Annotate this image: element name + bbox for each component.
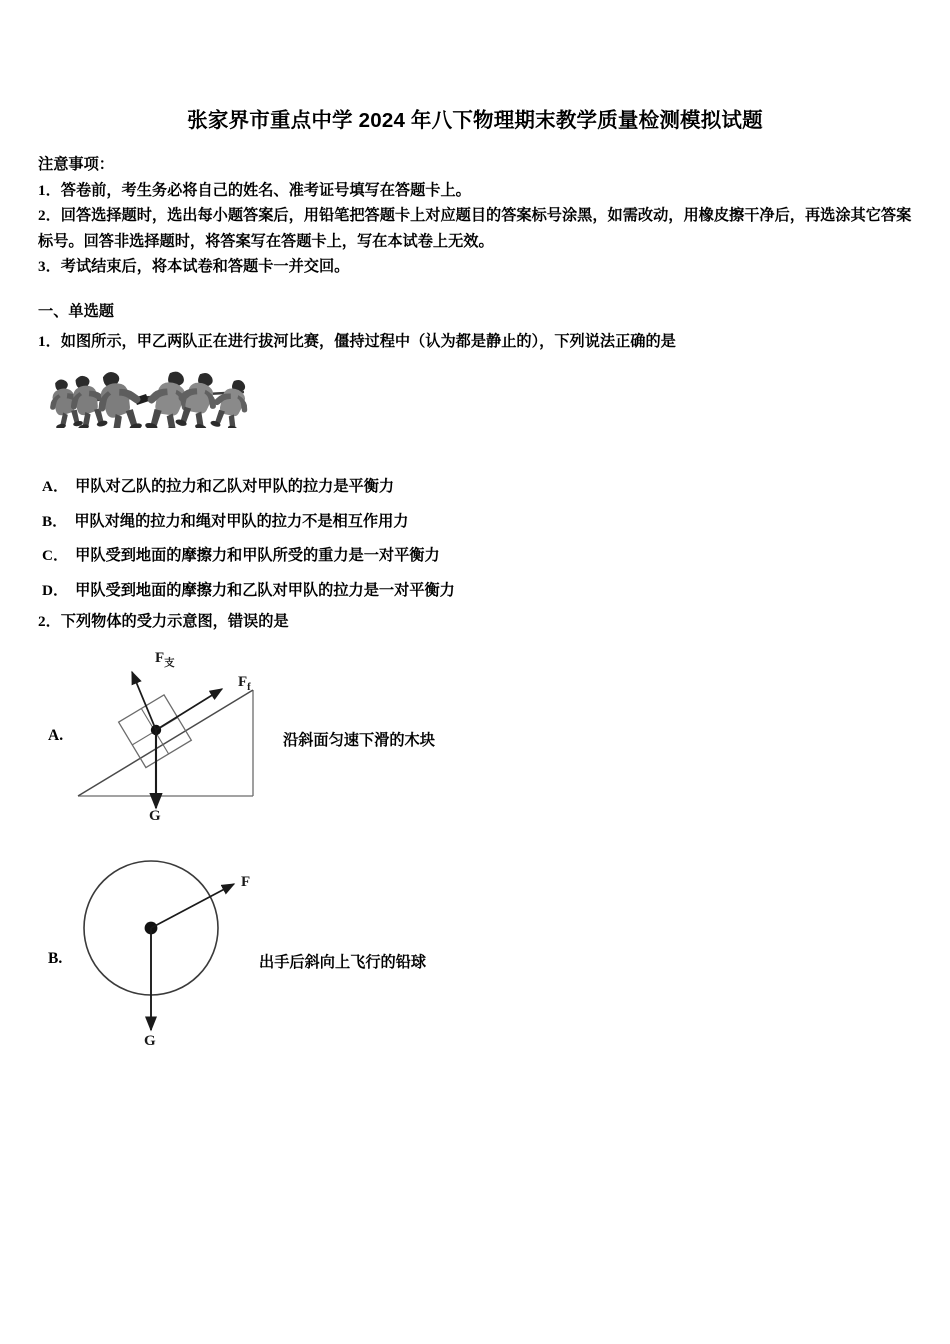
section-heading-single-choice: 一、单选题 bbox=[38, 303, 114, 320]
notice-item-2: 2．回答选择题时，选出每小题答案后，用铅笔把答题卡上对应题目的答案标号涂黑，如需改动，用橡皮擦干净后，再选涂其它答案标号。回答非选择题时，将答案写在答题卡上，写在本试卷上无效。 bbox=[38, 207, 912, 250]
notice-heading: 注意事项： bbox=[38, 156, 114, 173]
notice-item-1: 1．答卷前，考生务必将自己的姓名、准考证号填写在答题卡上。 bbox=[38, 181, 471, 199]
notice-item-3: 3．考试结束后，将本试卷和答题卡一并交回。 bbox=[38, 258, 350, 275]
question-1-options bbox=[42, 470, 642, 608]
option-c-key: C． bbox=[42, 547, 69, 564]
option-c[interactable] bbox=[42, 539, 642, 574]
option-b-text: 甲队对绳的拉力和绳对甲队的拉力不是相互作用力 bbox=[74, 512, 409, 530]
friction-force-label-a: $F_f$ bbox=[238, 674, 251, 693]
question-1-number: 1． bbox=[38, 333, 61, 350]
shot-put-ball-figure bbox=[70, 852, 290, 1052]
question-2-stem bbox=[38, 610, 289, 634]
gravity-force-label-a: G bbox=[149, 808, 161, 824]
option-a[interactable] bbox=[42, 470, 642, 505]
option-b[interactable] bbox=[42, 505, 642, 540]
question-2-option-a-caption: 沿斜面匀速下滑的木块 bbox=[283, 732, 435, 749]
option-d-key: D． bbox=[42, 581, 69, 599]
tug-of-war-illustration bbox=[48, 362, 253, 428]
question-2-text: 下列物体的受力示意图，错误的是 bbox=[60, 613, 289, 630]
question-1-text: 如图所示，甲乙两队正在进行拔河比赛，僵持过程中（认为都是静止的），下列说法正确的是 bbox=[60, 333, 676, 350]
option-a-key: A． bbox=[42, 478, 69, 495]
option-a-text: 甲队对乙队的拉力和乙队对甲队的拉力是平衡力 bbox=[75, 478, 395, 495]
question-1-stem bbox=[38, 330, 676, 354]
applied-force-label-b: F bbox=[241, 874, 251, 890]
option-b-key: B． bbox=[42, 512, 68, 530]
question-2-option-a-key[interactable]: A. bbox=[48, 727, 64, 744]
option-d[interactable] bbox=[42, 574, 642, 609]
page-title: 张家界市重点中学 2024 年八下物理期末教学质量检测模拟试题 bbox=[187, 109, 763, 132]
question-2-option-b-caption: 出手后斜向上飞行的铅球 bbox=[259, 954, 427, 971]
option-d-text: 甲队受到地面的摩擦力和乙队对甲队的拉力是一对平衡力 bbox=[75, 581, 455, 599]
notice-block bbox=[38, 152, 922, 280]
gravity-force-label-b: G bbox=[144, 1033, 156, 1049]
question-2-option-b-key[interactable]: B. bbox=[48, 950, 63, 967]
option-c-text: 甲队受到地面的摩擦力和甲队所受的重力是一对平衡力 bbox=[75, 547, 440, 564]
normal-force-label-a: $F_支$ bbox=[155, 650, 175, 669]
question-2-number: 2． bbox=[38, 613, 61, 630]
